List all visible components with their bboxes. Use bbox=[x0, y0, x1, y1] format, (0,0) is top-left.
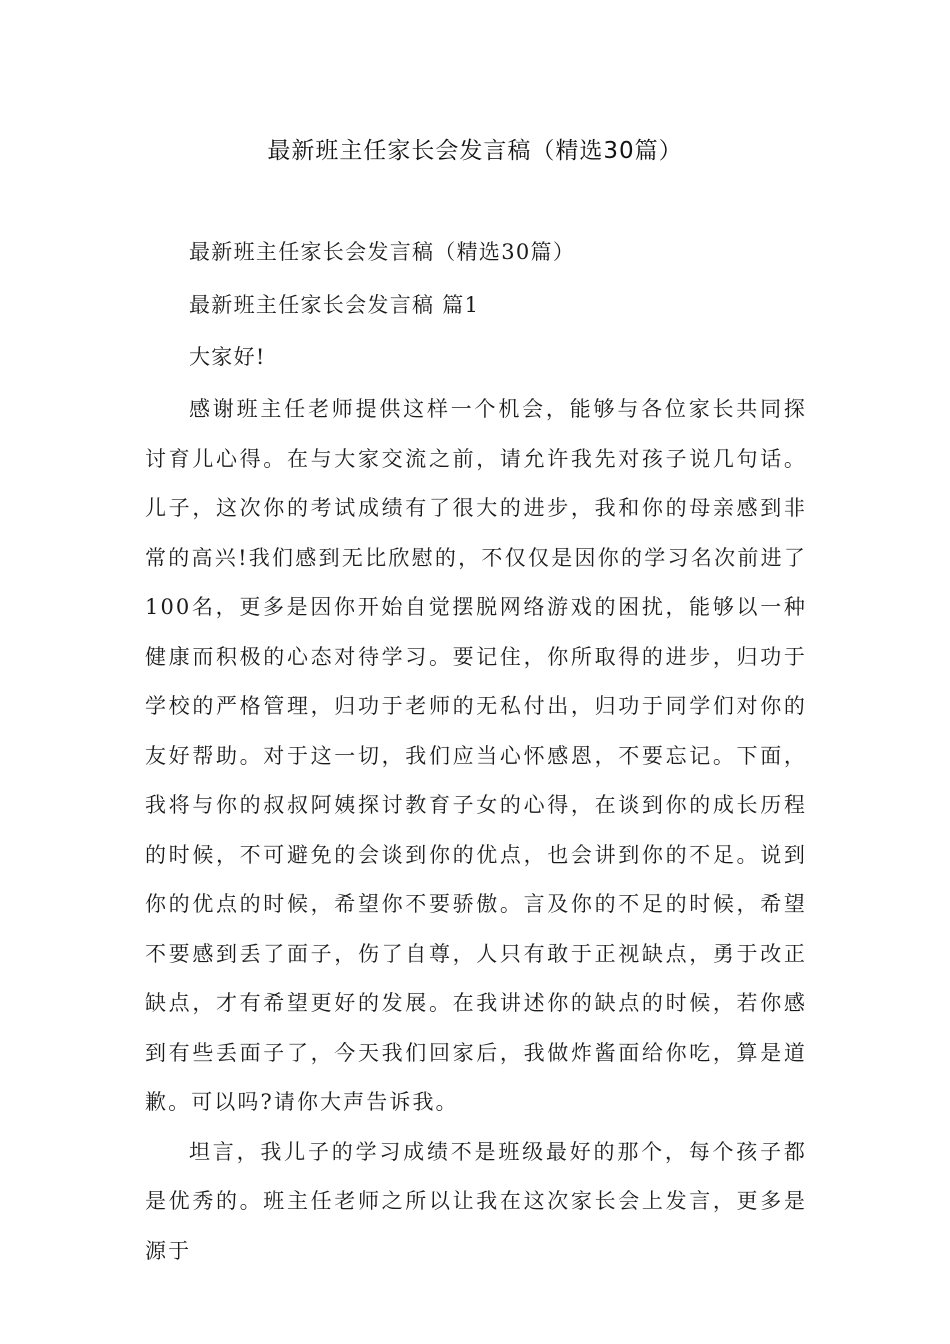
document-title: 最新班主任家长会发言稿（精选30篇） bbox=[267, 138, 683, 164]
section-heading: 最新班主任家长会发言稿 篇1 bbox=[189, 293, 480, 317]
greeting-line: 大家好! bbox=[189, 345, 266, 369]
document-body bbox=[145, 228, 807, 1276]
paragraph-2: 坦言，我儿子的学习成绩不是班级最好的那个，每个孩子都是优秀的。班主任老师之所以让我在这次家长会上发言，更多是源于 bbox=[145, 1139, 807, 1263]
paragraph-1: 感谢班主任老师提供这样一个机会，能够与各位家长共同探讨育儿心得。在与大家交流之前，请允许我先对孩子说几句话。儿子，这次你的考试成绩有了很大的进步，我和你的母亲感到非常的高兴!我们感到无比欣慰的，不仅仅是因你的学习名次前进了100名，更多是因你开始自觉摆脱网络游戏的困扰，能够以一种健康而积极的心态对待学习。要记住，你所取得的进步，归功于学校的严格管理，归功于老师的无私付出，归功于同学们对你的友好帮助。对于这一切，我们应当心怀感恩，不要忘记。下面，我将与你的叔叔阿姨探讨教育子女的心得，在谈到你的成长历程的时候，不可避免的会谈到你的优点，也会讲到你的不足。说到你的优点的时候，希望你不要骄傲。言及你的不足的时候，希望不要感到丢了面子，伤了自尊，人只有敢于正视缺点，勇于改正缺点，才有希望更好的发展。在我讲述你的缺点的时候，若你感到有些丢面子了，今天我们回家后，我做炸酱面给你吃，算是道歉。可以吗?请你大声告诉我。 bbox=[145, 397, 807, 1114]
document-subtitle: 最新班主任家长会发言稿（精选30篇） bbox=[189, 240, 576, 264]
